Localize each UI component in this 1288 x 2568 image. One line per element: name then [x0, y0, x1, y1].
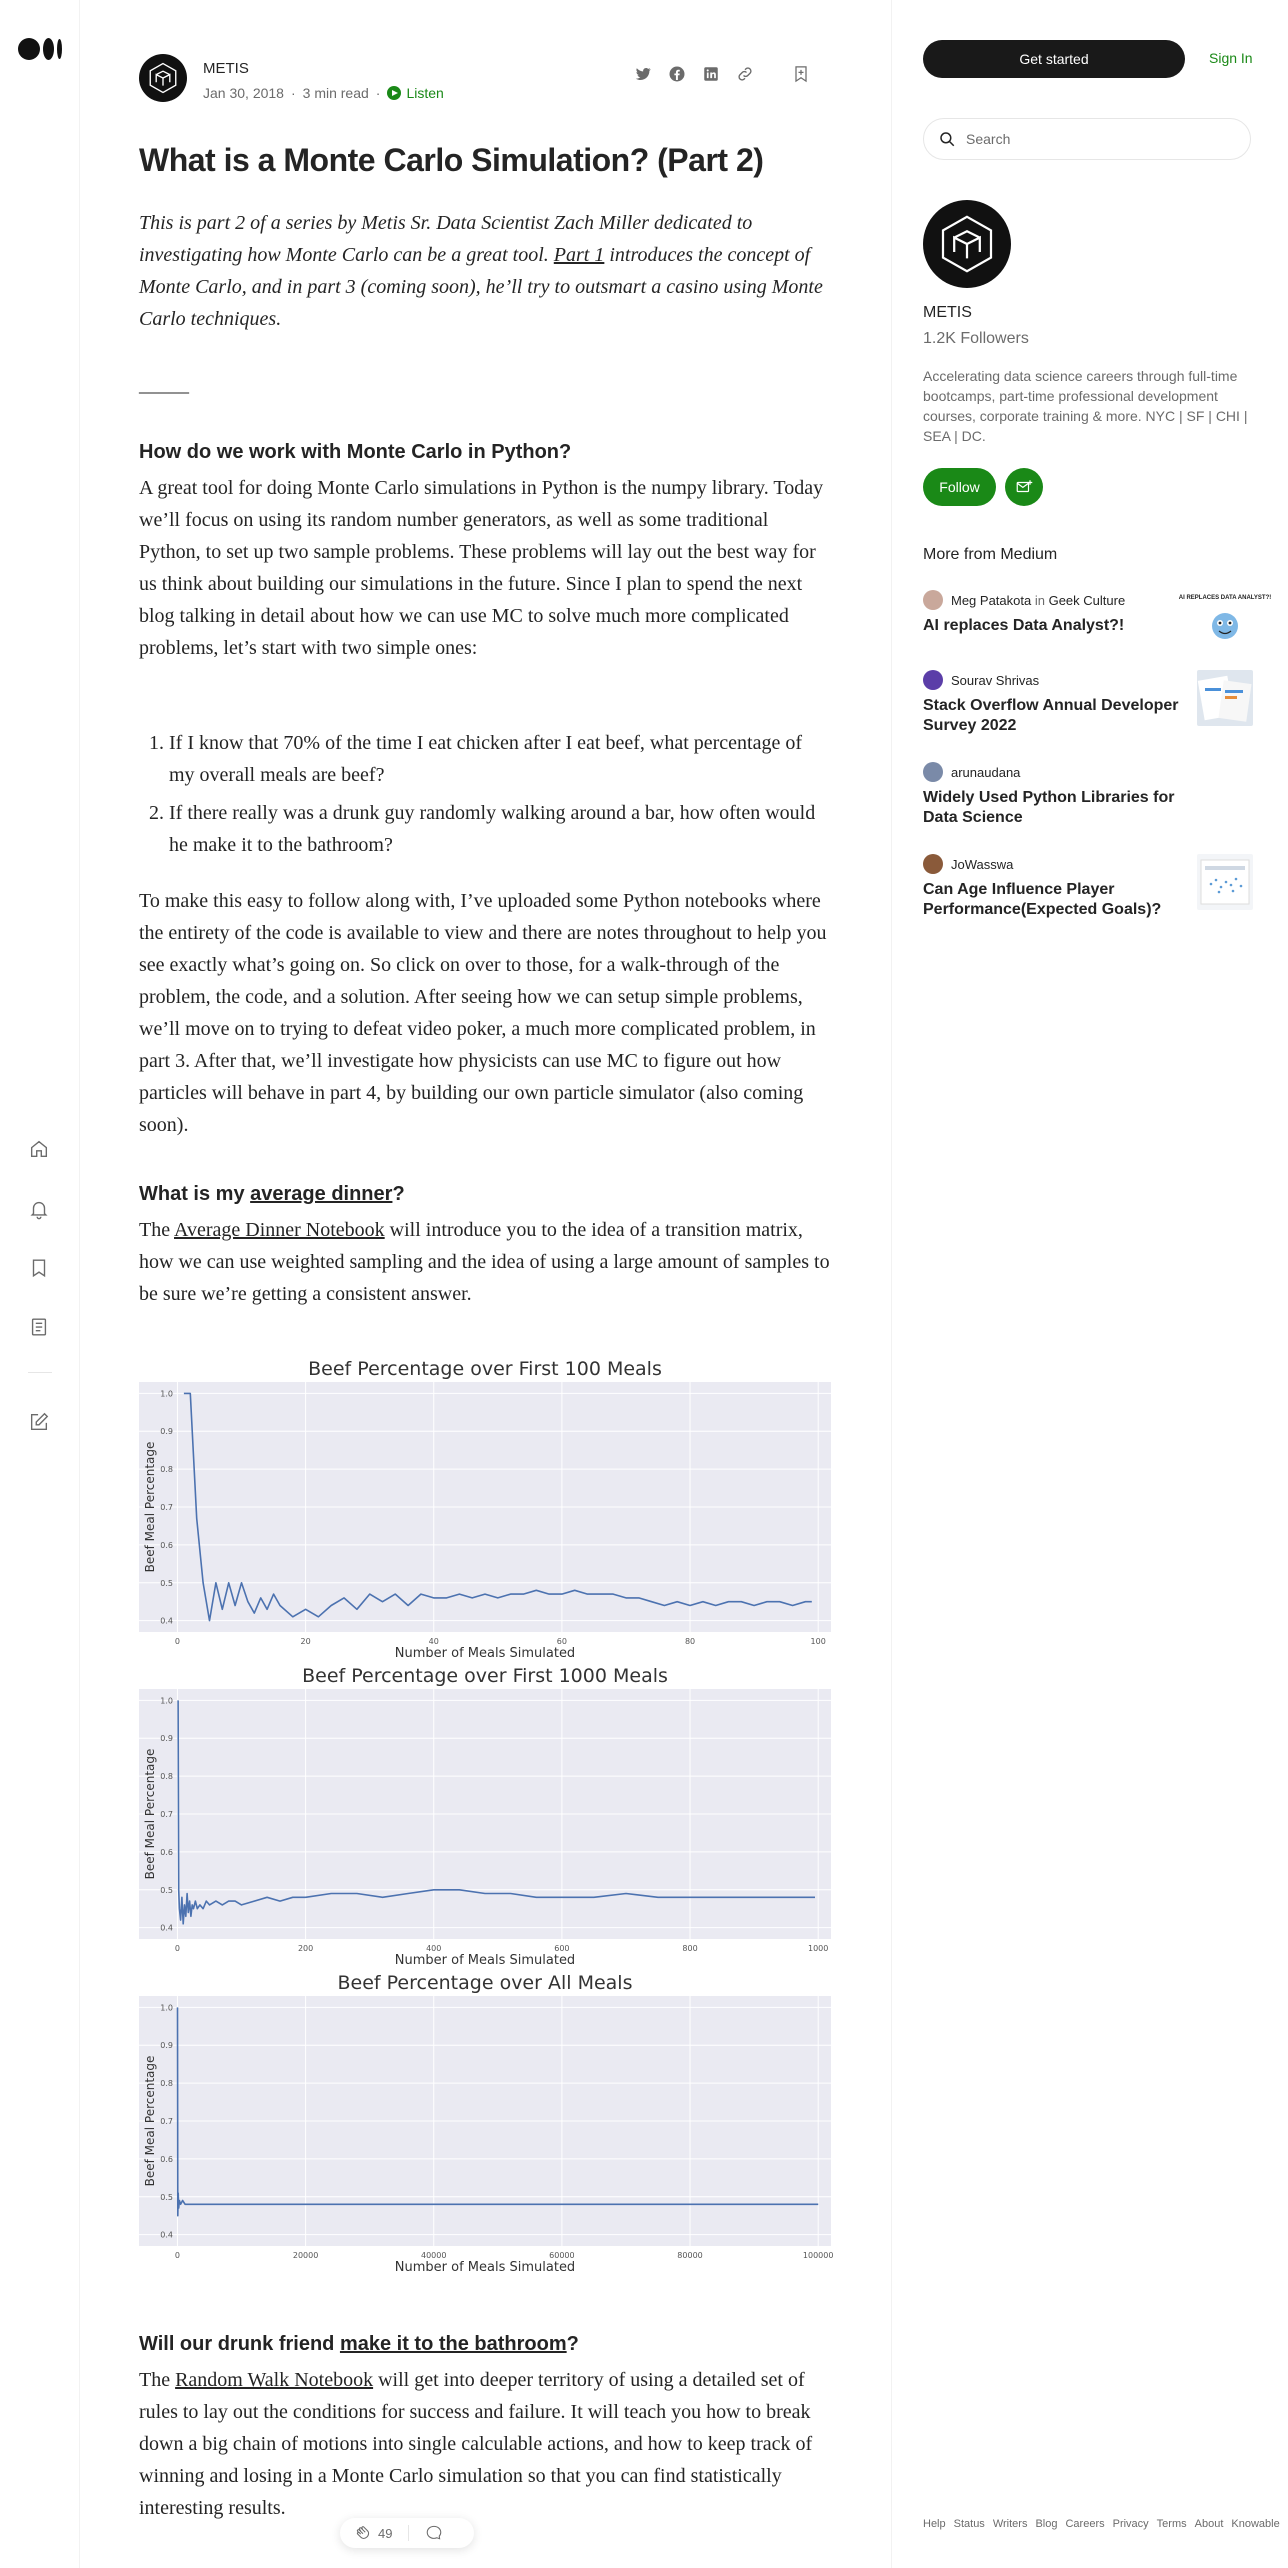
y-tick-label: 0.5 [160, 2192, 173, 2202]
linkedin-icon[interactable] [701, 64, 721, 84]
footer-links [923, 2516, 1280, 2532]
stories-icon[interactable] [28, 1316, 50, 1338]
listen-button[interactable] [387, 85, 443, 101]
separator-rule: _____ [139, 374, 189, 396]
x-tick-label: 400 [426, 1944, 442, 1953]
paragraph-dinner: The Average Dinner Notebook will introduce you to the idea of a transition matrix, how we can use weighted sampling and the idea of using a large amount of samples to be sure we’re getting a consistent answer. [139, 1219, 830, 1305]
paragraph-python: A great tool for doing Monte Carlo simulations in Python is the numpy library. Today we’ll focus on using its random number generators, as well as some traditional Python, to set up two sample problems. These problems will lay out the best way for us think about building our simulations in the future. Since I plan to spend the next blog talking in detail about how we can use MC to solve much more complicated problems, let’s start with two simple ones: [139, 477, 824, 659]
author-avatar [923, 590, 943, 610]
x-tick-label: 800 [682, 1944, 698, 1953]
more-from-medium-heading: More from Medium [923, 546, 1058, 563]
x-tick-label: 80 [684, 1637, 696, 1646]
play-icon [387, 86, 401, 100]
problem-list [139, 727, 831, 867]
author-avatar [923, 670, 943, 690]
y-tick-label: 0.6 [160, 2154, 173, 2164]
follow-button[interactable]: Follow [923, 468, 996, 506]
footer-link[interactable]: Privacy [1112, 2518, 1149, 2530]
left-rail [0, 0, 80, 2568]
chart-title: Beef Percentage over All Meals [337, 1972, 633, 1994]
x-tick-label: 0 [174, 2251, 180, 2260]
y-tick-label: 1.0 [160, 1389, 173, 1399]
chart-title: Beef Percentage over First 100 Meals [308, 1358, 662, 1380]
random-walk-notebook-link[interactable]: Random Walk Notebook [175, 2369, 374, 2391]
search-box[interactable] [923, 118, 1251, 160]
x-tick-label: 200 [297, 1944, 314, 1953]
y-tick-label: 0.8 [160, 1772, 173, 1782]
publish-date: Jan 30, 2018 [203, 85, 284, 101]
clap-icon [354, 2524, 372, 2542]
average-dinner-link[interactable]: average dinner [250, 1183, 393, 1205]
bookmark-icon[interactable] [791, 64, 811, 84]
article-column [80, 0, 892, 2568]
y-tick-label: 0.8 [160, 2079, 173, 2089]
y-tick-label: 0.7 [160, 1810, 173, 1819]
chart-100-meals [139, 1358, 831, 1661]
y-tick-label: 1.0 [160, 1696, 173, 1706]
x-tick-label: 40000 [421, 2251, 447, 2260]
more-item-thumbnail[interactable] [1178, 590, 1272, 646]
y-axis-label: Beef Meal Percentage [143, 2055, 157, 2187]
x-tick-label: 20 [300, 1637, 311, 1646]
chart-1000-meals [139, 1665, 831, 1968]
y-tick-label: 0.5 [160, 1885, 173, 1895]
publication-name[interactable]: METIS [923, 304, 972, 321]
y-tick-label: 0.9 [160, 1734, 173, 1744]
list-item: 1. If I know that 70% of the time I eat chicken after I eat beef, what percentage of my overall meals are beef? [169, 727, 831, 791]
y-axis-label: Beef Meal Percentage [143, 1441, 157, 1573]
author-avatar[interactable] [139, 54, 187, 102]
publication-followers[interactable]: 1.2K Followers [923, 330, 1029, 347]
x-axis-label: Number of Meals Simulated [394, 1646, 576, 1661]
search-input[interactable] [966, 131, 1226, 147]
author-avatar [923, 762, 943, 782]
read-time: 3 min read [302, 85, 369, 101]
response-icon[interactable] [425, 2523, 443, 2544]
more-item-title[interactable]: AI replaces Data Analyst?! [923, 617, 1125, 634]
rail-divider [28, 1372, 52, 1373]
footer-link[interactable]: Terms [1156, 2518, 1187, 2530]
x-tick-label: 600 [554, 1944, 570, 1953]
write-icon[interactable] [28, 1411, 50, 1433]
link-icon[interactable] [735, 64, 755, 84]
mail-plus-icon [1015, 478, 1033, 496]
footer-link[interactable]: Careers [1065, 2518, 1105, 2530]
share-bar [633, 64, 811, 84]
more-item-title[interactable]: Stack Overflow Annual Developer Survey 2022 [923, 697, 1179, 734]
y-tick-label: 0.4 [160, 2230, 173, 2240]
x-axis-label: Number of Meals Simulated [394, 1953, 576, 1968]
notifications-icon[interactable] [28, 1198, 50, 1220]
more-item-title[interactable]: Widely Used Python Libraries for Data Science [923, 789, 1175, 826]
x-tick-label: 40 [428, 1637, 439, 1646]
y-tick-label: 1.0 [160, 2003, 173, 2013]
clap-count: 49 [378, 2525, 393, 2541]
more-item-byline: Meg Patakota in Geek Culture [951, 593, 1126, 608]
more-item[interactable] [923, 762, 1253, 832]
subscribe-email-button[interactable] [1005, 468, 1043, 506]
more-item-byline: arunaudana [951, 765, 1021, 780]
y-tick-label: 0.7 [160, 1503, 173, 1512]
x-axis-label: Number of Meals Simulated [394, 2260, 576, 2275]
list-item: 2. If there really was a drunk guy randomly walking around a bar, how often would he make it to the bathroom? [169, 797, 831, 861]
y-tick-label: 0.4 [160, 1923, 173, 1933]
right-sidebar [893, 0, 1284, 2568]
x-tick-label: 100000 [802, 2251, 834, 2260]
lists-icon[interactable] [28, 1257, 50, 1279]
footer-link[interactable]: Help [923, 2518, 946, 2530]
y-axis-label: Beef Meal Percentage [143, 1748, 157, 1880]
footer-link[interactable]: Blog [1035, 2518, 1058, 2530]
home-icon[interactable] [28, 1138, 50, 1160]
chart-title: Beef Percentage over First 1000 Meals [302, 1665, 668, 1687]
footer-link[interactable]: Status [953, 2518, 985, 2530]
floating-action-bar [340, 2518, 474, 2548]
search-icon [938, 130, 956, 148]
average-dinner-notebook-link[interactable]: Average Dinner Notebook [174, 1219, 385, 1241]
y-tick-label: 0.9 [160, 1427, 173, 1437]
x-tick-label: 1000 [808, 1944, 829, 1953]
publication-description: Accelerating data science careers through full-time bootcamps, part-time professional development courses, corporate training & more. NYC | SF | CHI | SEA | DC. [923, 368, 1248, 444]
x-tick-label: 20000 [292, 2251, 319, 2260]
footer-link[interactable]: Knowable [1231, 2518, 1280, 2530]
author-avatar [923, 854, 943, 874]
paragraph-bathroom: The Random Walk Notebook will get into deeper territory of using a detailed set of rules to lay out the conditions for success and failure. It will teach you how to break down a big chain of motions into single calculable actions, and how to keep track of winning and losing in a Monte Carlo simulation so that you can find statistically interesting results. [139, 2369, 813, 2519]
chart-all-meals [139, 1972, 834, 2275]
more-item-byline: Sourav Shrivas [951, 673, 1040, 688]
heading-python: How do we work with Monte Carlo in Python? [139, 441, 572, 463]
more-item[interactable] [923, 854, 1253, 924]
heading-dinner: What is my average dinner? [139, 1183, 405, 1205]
listen-label: Listen [406, 85, 444, 101]
more-item[interactable] [923, 590, 1272, 660]
x-tick-label: 0 [174, 1637, 180, 1646]
y-tick-label: 0.6 [160, 1847, 173, 1857]
clap-button[interactable] [354, 2524, 392, 2542]
bathroom-link[interactable]: make it to the bathroom [339, 2333, 567, 2355]
medium-logo[interactable] [18, 38, 62, 60]
article-title: What is a Monte Carlo Simulation? (Part 2) [139, 142, 764, 178]
part-1-link[interactable]: Part 1 [553, 244, 605, 266]
twitter-icon[interactable] [633, 64, 653, 84]
y-tick-label: 0.9 [160, 2041, 173, 2051]
article-meta: Jan 30, 2018 · 3 min read · Listen [203, 85, 444, 101]
x-tick-label: 100 [810, 1637, 826, 1646]
more-item-thumbnail[interactable] [1197, 854, 1253, 910]
heading-bathroom: Will our drunk friend make it to the bathroom? [139, 2333, 579, 2355]
x-tick-label: 80000 [677, 2251, 703, 2260]
more-item-title[interactable]: Can Age Influence Player Performance(Expected Goals)? [923, 881, 1162, 918]
footer-link[interactable]: Writers [992, 2518, 1028, 2530]
get-started-button[interactable]: Get started [923, 40, 1185, 78]
x-tick-label: 60 [556, 1637, 567, 1646]
thumb-caption: AI REPLACES DATA ANALYST?! [1178, 595, 1272, 601]
author-row [139, 54, 831, 106]
intro-paragraph: This is part 2 of a series by Metis Sr. Data Scientist Zach Miller dedicated to investigating how Monte Carlo can be a great tool. Part 1 introduces the concept of Monte Carlo, and in part 3 (coming soon), he’ll try to outsmart a casino using Monte Carlo techniques. [139, 212, 823, 330]
x-tick-label: 0 [174, 1944, 180, 1953]
y-tick-label: 0.8 [160, 1465, 173, 1475]
y-tick-label: 0.7 [160, 2117, 173, 2126]
author-name[interactable]: METIS [203, 60, 249, 77]
paragraph-notebooks: To make this easy to follow along with, I’ve uploaded some Python notebooks where the entirety of the code is available to view and there are notes throughout to help you see exactly what’s going on. So click on over to those, for a walk-through of the problem, the code, and a solution. After seeing how we can setup simple problems, we’ll move on to trying to defeat video poker, a much more complicated problem, in part 3. After that, we’ll investigate how physicists can use MC to figure out how particles will behave in part 4, by building our own particle simulator (also coming soon). [139, 890, 827, 1136]
more-item[interactable] [923, 670, 1253, 740]
x-tick-label: 60000 [549, 2251, 575, 2260]
publication-avatar[interactable] [923, 200, 1011, 288]
facebook-icon[interactable] [667, 64, 687, 84]
y-tick-label: 0.4 [160, 1616, 173, 1626]
more-item-thumbnail[interactable] [1197, 670, 1253, 726]
more-item-byline: JoWasswa [951, 857, 1014, 872]
y-tick-label: 0.6 [160, 1540, 173, 1550]
sign-in-link[interactable]: Sign In [1209, 50, 1253, 66]
footer-link[interactable]: About [1194, 2518, 1224, 2530]
y-tick-label: 0.5 [160, 1578, 173, 1588]
